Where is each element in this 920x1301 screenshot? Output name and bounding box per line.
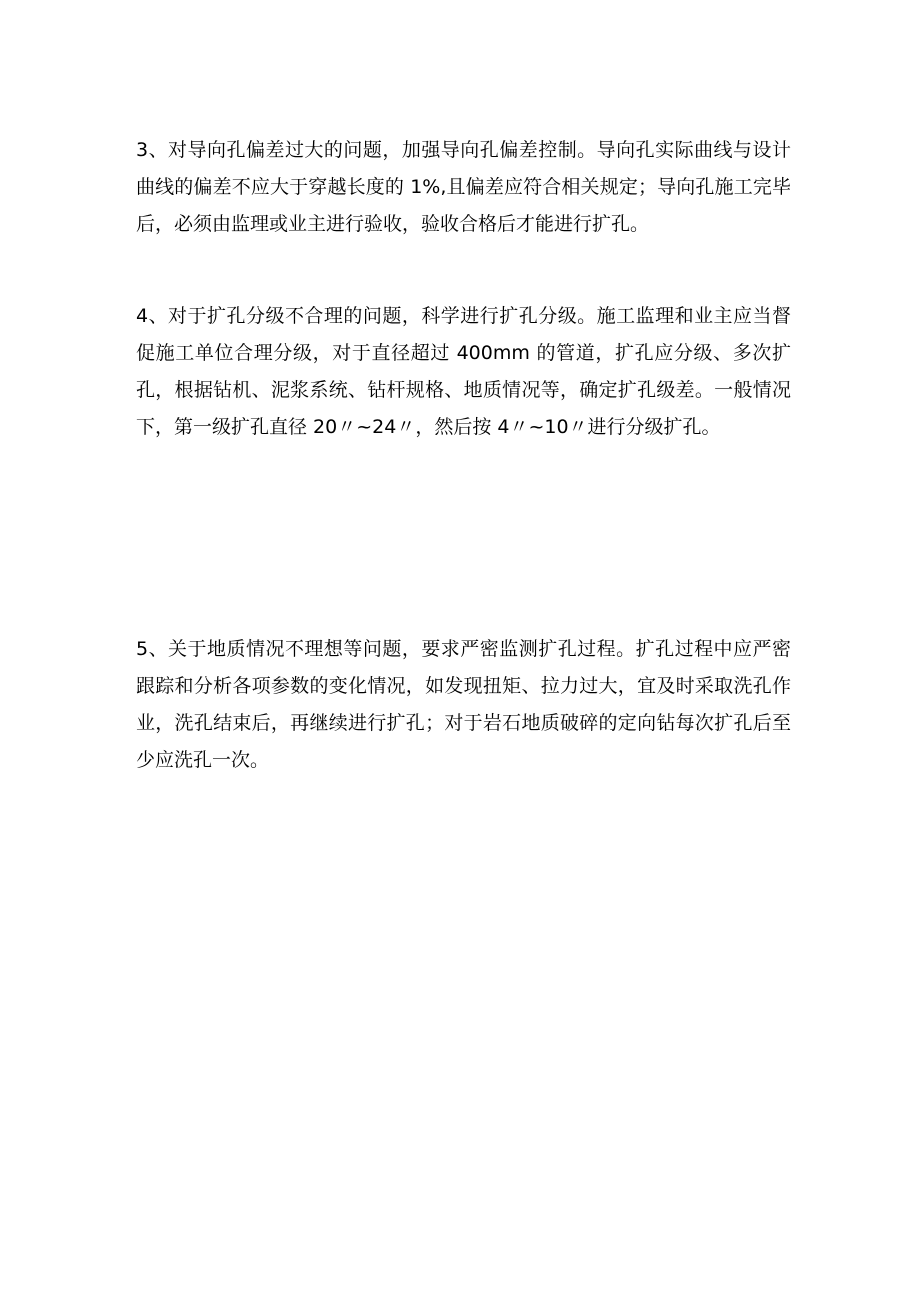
paragraph-item-3: 3、对导向孔偏差过大的问题，加强导向孔偏差控制。导向孔实际曲线与设计曲线的偏差不应大于穿越长度的 1%,且偏差应符合相关规定；导向孔施工完毕后，必须由监理或业主进行验收，验收合格后才能进行扩孔。 — [136, 139, 791, 235]
paragraph-item-5: 5、关于地质情况不理想等问题，要求严密监测扩孔过程。扩孔过程中应严密跟踪和分析各项参数的变化情况，如发现扭矩、拉力过大，宜及时采取洗孔作业，洗孔结束后，再继续进行扩孔；对于岩石地质破碎的定向钻每次扩孔后至少应洗孔一次。 — [136, 638, 791, 771]
paragraph-item-4: 4、对于扩孔分级不合理的问题，科学进行扩孔分级。施工监理和业主应当督促施工单位合理分级，对于直径超过 400mm 的管道，扩孔应分级、多次扩孔，根据钻机、泥浆系统、钻杆规格、地质情况等，确定扩孔级差。一般情况下，第一级扩孔直径 20〃~24〃，然后按 4〃~10〃进行分级扩孔。 — [136, 305, 791, 438]
